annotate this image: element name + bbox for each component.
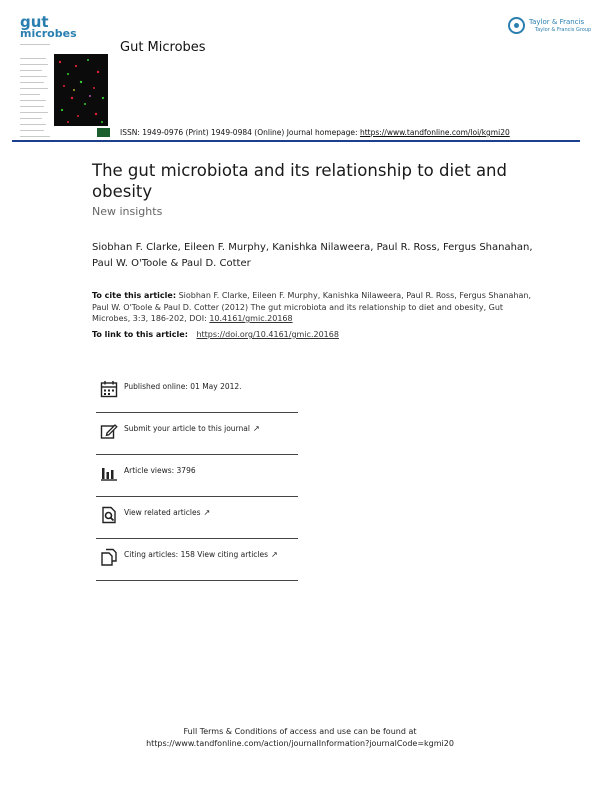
article-views-text: Article views: 3796 xyxy=(124,466,196,475)
article-authors: Siobhan F. Clarke, Eileen F. Murphy, Kanishka Nilaweera, Paul R. Ross, Fergus Shanahan, Paul W. O'Toole & Paul D. Cotter xyxy=(92,242,533,269)
cover-logo-line1: gut xyxy=(20,13,49,31)
published-online-text: Published online: 01 May 2012. xyxy=(124,382,242,391)
article-doi-link[interactable]: https://doi.org/10.4161/gmic.20168 xyxy=(196,330,339,339)
external-link-icon: ↗ xyxy=(271,550,278,559)
terms-footer xyxy=(0,726,600,750)
tf-logo-group: Taylor & Francis Group xyxy=(535,27,592,33)
article-link-line xyxy=(92,330,339,339)
article-title: The gut microbiota and its relationship to diet and obesity xyxy=(92,161,507,201)
journal-name: Gut Microbes xyxy=(120,40,206,55)
citing-articles-item[interactable] xyxy=(96,538,298,581)
taylor-francis-logo xyxy=(508,16,592,40)
submit-article-link[interactable]: Submit your article to this journal xyxy=(124,424,250,433)
journal-homepage-link[interactable]: https://www.tandfonline.com/loi/kgmi20 xyxy=(359,128,510,137)
calendar-icon xyxy=(100,380,118,398)
footer-terms-link[interactable]: https://www.tandfonline.com/action/journalInformation?journalCode=kgmi20 xyxy=(146,739,454,748)
citation-block xyxy=(92,290,532,325)
related-articles-item[interactable] xyxy=(96,496,298,539)
copy-documents-icon xyxy=(100,548,118,566)
submit-article-item[interactable] xyxy=(96,412,298,455)
citation-label: To cite this article: xyxy=(92,291,177,300)
issn-text: ISSN: 1949-0976 (Print) 1949-0984 (Online) Journal homepage: xyxy=(120,128,358,137)
cover-micrograph xyxy=(54,54,108,126)
external-link-icon: ↗ xyxy=(203,508,211,517)
bar-chart-icon xyxy=(100,464,118,482)
footer-line1: Full Terms & Conditions of access and use can be found at xyxy=(183,727,417,736)
related-articles-link[interactable]: View related articles xyxy=(124,508,201,517)
article-subtitle: New insights xyxy=(92,205,163,218)
link-label: To link to this article: xyxy=(92,330,188,339)
document-search-icon xyxy=(100,506,118,524)
external-link-icon: ↗ xyxy=(252,424,260,433)
citation-text: Siobhan F. Clarke, Eileen F. Murphy, Kanishka Nilaweera, Paul R. Ross, Fergus Shanahan, Paul W. O'Toole & Paul D. Cotter (2012) The gut microbiota and its relationship to diet and obesity, Gut Microbes, 3:3, 186-202, DOI: xyxy=(92,291,532,323)
published-online-item xyxy=(96,370,298,413)
header-divider xyxy=(12,140,580,142)
journal-cover-image xyxy=(12,14,110,136)
issn-line xyxy=(120,128,510,137)
citing-articles-link[interactable]: Citing articles: 158 View citing articles xyxy=(124,550,269,559)
cover-logo-line2: microbes xyxy=(20,27,77,40)
tf-badge-icon xyxy=(508,17,525,34)
cover-publisher-stamp xyxy=(97,128,110,137)
edit-icon xyxy=(100,422,118,440)
article-views-item xyxy=(96,454,298,497)
tf-logo-name: Taylor & Francis xyxy=(529,18,585,26)
citation-doi-link[interactable]: 10.4161/gmic.20168 xyxy=(209,314,293,323)
